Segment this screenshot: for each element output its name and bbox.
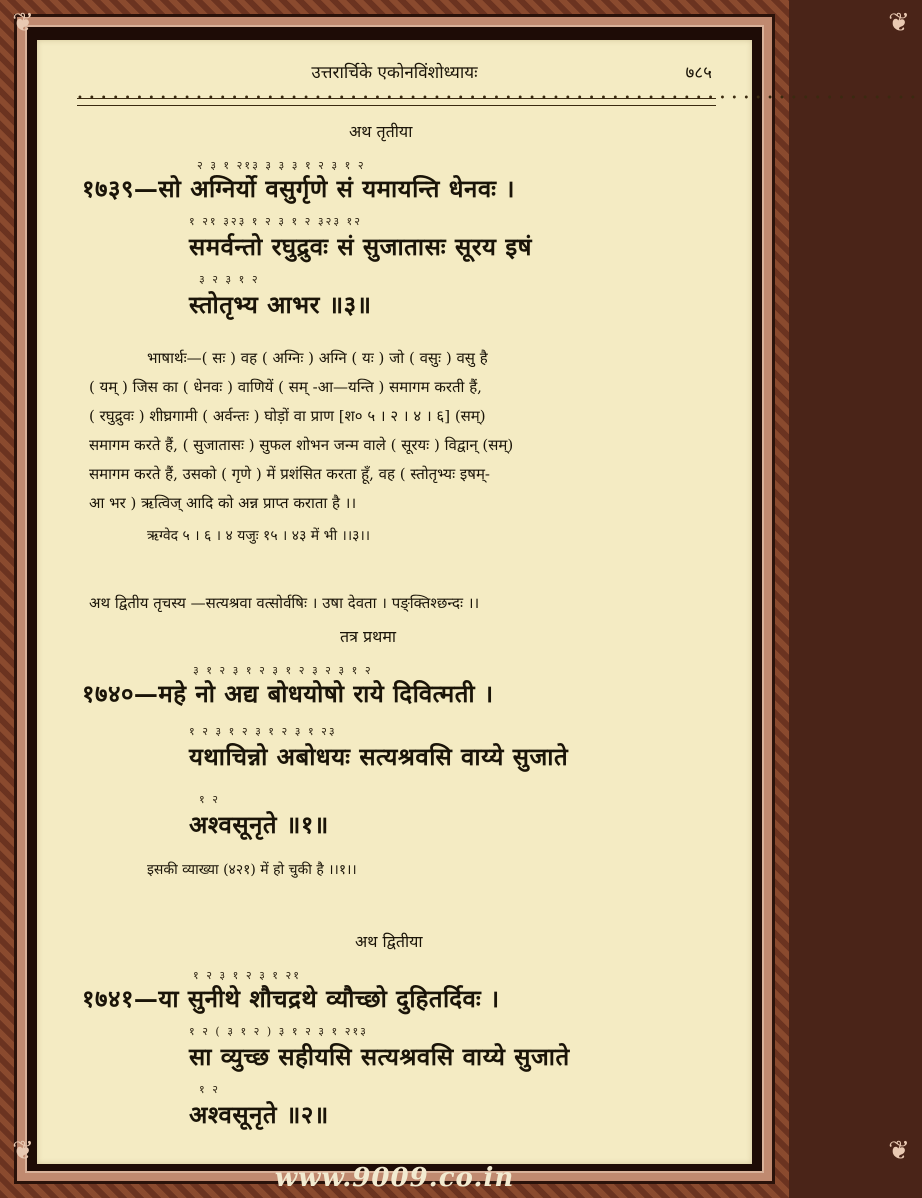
accent-marks: १ २ ३ १ २ ३ १ २ ३ १ २३ bbox=[189, 725, 337, 738]
corner-ornament-icon: ❦ bbox=[12, 8, 34, 38]
section-intro: अथ द्वितीय तृचस्य —सत्यश्रवा वत्सोर्वषिः । उषा देवता । पङ्क्तिश्छन्दः ।। bbox=[89, 594, 480, 612]
mantra-line: १७४०—महे नो अद्य बोधयोषो राये दिवित्मती । bbox=[82, 679, 494, 708]
page-title: उत्तरार्चिके एकोनविंशोध्यायः bbox=[311, 63, 478, 83]
accent-marks: ३ १ २ ३ १ २ ३ १ २ ३ २ ३ १ २ bbox=[193, 664, 373, 677]
website-watermark: www.9009.co.in bbox=[274, 1163, 515, 1193]
accent-marks: १ २ ३ १ २ ३ १ २१ bbox=[193, 969, 301, 982]
commentary-line: ( यम् ) जिस का ( धेनवः ) वाणियें ( सम् -आ—यन्ति ) समागम करती हैं, bbox=[89, 378, 482, 396]
section-heading: अथ तृतीया bbox=[349, 122, 413, 141]
page-number: ७८५ bbox=[685, 63, 712, 83]
section-heading: अथ द्वितीया bbox=[355, 932, 423, 951]
reference-note: इसकी व्याख्या (४२१) में हो चुकी है ।।१।। bbox=[147, 862, 357, 878]
accent-marks: १ २१ ३२३ १ २ ३ १ २ ३२३ १२ bbox=[189, 215, 362, 228]
corner-ornament-icon: ❦ bbox=[12, 1136, 34, 1166]
accent-marks: २ ३ १ २१३ ३ ३ ३ १ २ ३ १ २ bbox=[197, 159, 366, 172]
reference-note: ऋग्वेद ५ । ६ । ४ यजुः १५ । ४३ में भी ।।३।। bbox=[147, 528, 371, 544]
mantra-line: समर्वन्तो रघुद्रुवः सं सुजातासः सूरय इषं bbox=[189, 232, 532, 261]
corner-ornament-icon: ❦ bbox=[888, 1136, 910, 1166]
mantra-line: अश्वसूनृते ॥१॥ bbox=[189, 810, 329, 839]
mantra-line: स्तोतृभ्य आभर ॥३॥ bbox=[189, 290, 372, 319]
commentary-line: भाषार्थः—( सः ) वह ( अग्निः ) अग्नि ( यः ) जो ( वसुः ) वसु है bbox=[147, 349, 488, 367]
accent-marks: १ २ bbox=[199, 1083, 220, 1096]
mantra-line: अश्वसूनृते ॥२॥ bbox=[189, 1100, 329, 1129]
accent-marks: १ २ bbox=[199, 793, 220, 806]
commentary-line: आ भर ) ऋत्विज् आदि को अन्न प्राप्त कराता है ।। bbox=[89, 494, 357, 512]
section-heading: तत्र प्रथमा bbox=[340, 627, 397, 646]
corner-ornament-icon: ❦ bbox=[888, 8, 910, 38]
page-paper bbox=[37, 40, 922, 1164]
mantra-line: १७३९—सो अग्निर्यो वसुर्गृणे सं यमायन्ति धेनवः । bbox=[82, 174, 515, 203]
commentary-line: ( रघुद्रुवः ) शीघ्रगामी ( अर्वन्तः ) घोड़ों वा प्राण [श० ५ । २ । ४ । ६] (सम्) bbox=[89, 407, 486, 425]
header-divider-ornament: ••••••••••••••••••••••••••••••••••••••••••••••••••••••••••••••••••••••• bbox=[77, 93, 922, 104]
accent-marks: ३ २ ३ १ २ bbox=[199, 273, 260, 286]
mantra-line: यथाचिन्नो अबोधयः सत्यश्रवसि वाय्ये सुजाते bbox=[189, 742, 569, 771]
mantra-line: सा व्युच्छ सहीयसि सत्यश्रवसि वाय्ये सुजाते bbox=[189, 1042, 570, 1071]
mantra-line: १७४१—या सुनीथे शौचद्रथे व्यौच्छो दुहितर्दिवः । bbox=[82, 984, 500, 1013]
commentary-line: समागम करते हैं, उसको ( गृणे ) में प्रशंसित करता हूँ, वह ( स्तोतृभ्यः इषम्- bbox=[89, 465, 490, 483]
accent-marks: १ २ ( ३ १ २ ) ३ १ २ ३ १ २१३ bbox=[189, 1025, 368, 1038]
commentary-line: समागम करते हैं, ( सुजातासः ) सुफल शोभन जन्म वाले ( सूरयः ) विद्वान् (सम्) bbox=[89, 436, 514, 454]
page-header bbox=[37, 58, 752, 86]
